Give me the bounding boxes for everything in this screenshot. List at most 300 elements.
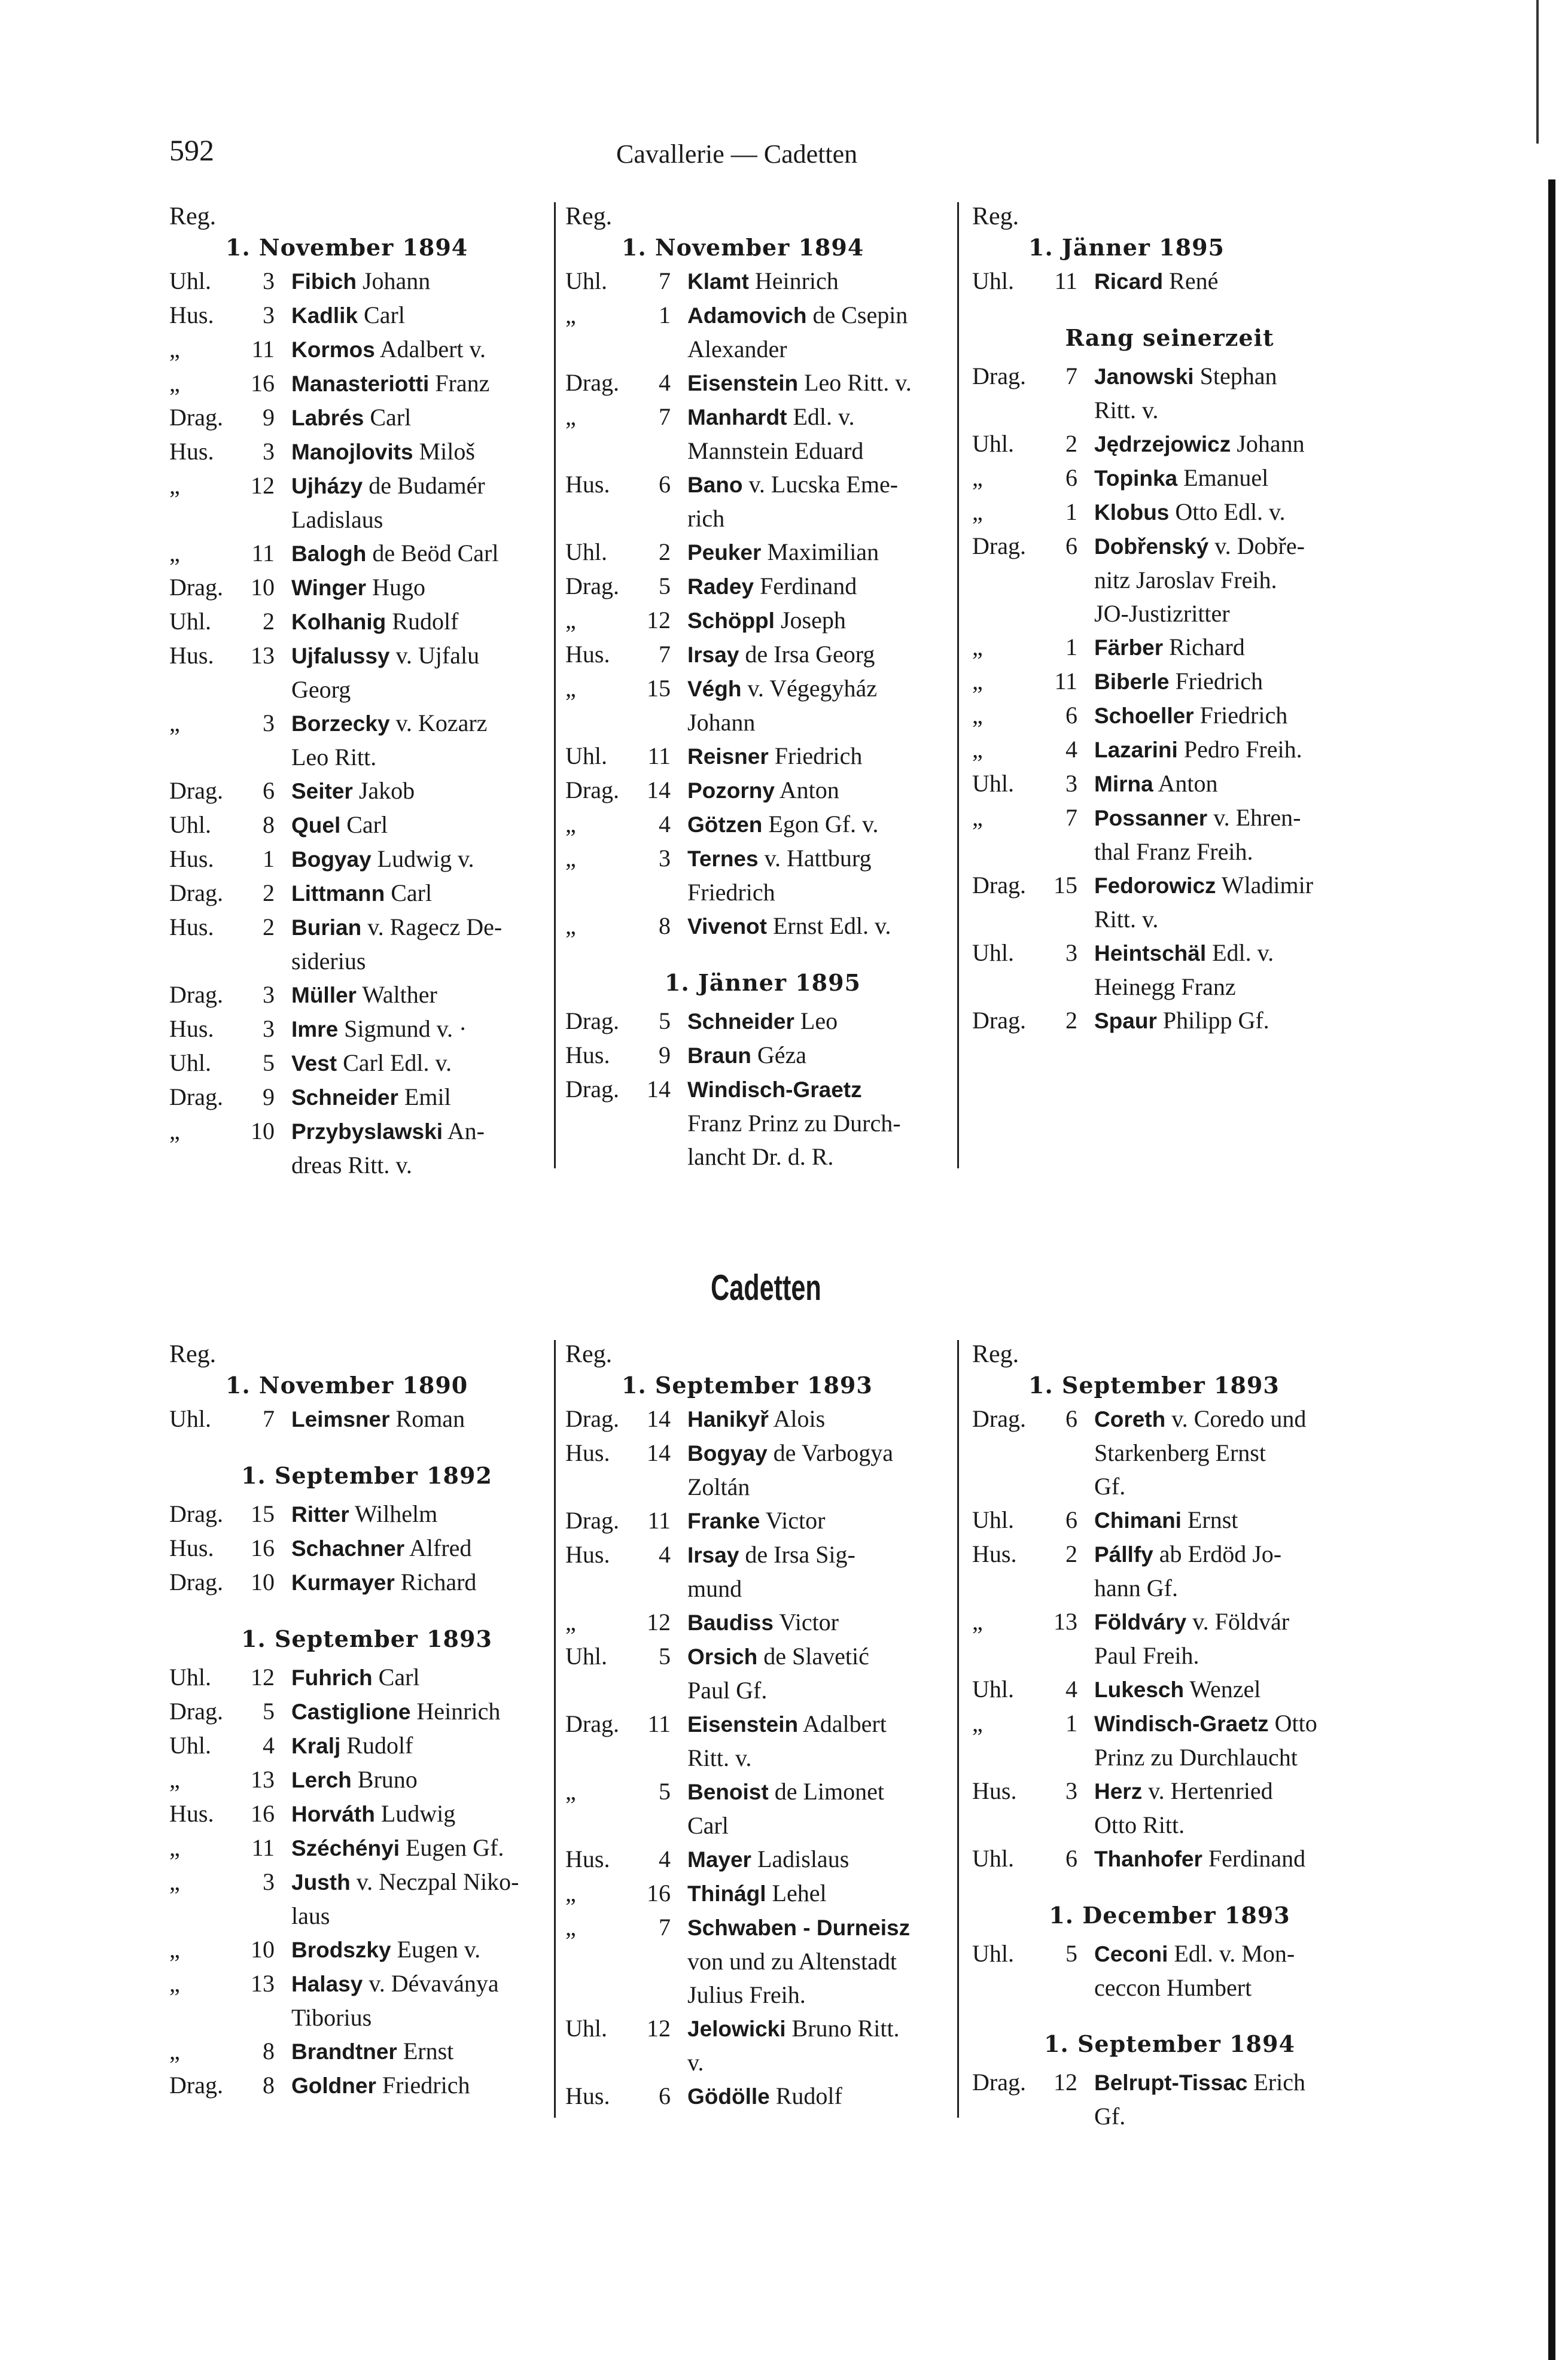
cadet-name [687, 570, 960, 604]
regiment-number: 3 [263, 1868, 275, 1895]
cadet-name [291, 707, 564, 774]
cadet-name [291, 1933, 564, 1967]
surname: Ujfalussy [291, 644, 390, 668]
name-rest: Ladislaus [751, 1846, 850, 1872]
name-rest: v. Végegyház Johann [687, 675, 878, 736]
name-rest: Alois [768, 1405, 826, 1432]
regiment-number: 3 [263, 1015, 275, 1042]
regiment-number: 12 [1054, 2069, 1077, 2096]
surname: Balogh [291, 541, 367, 566]
branch-abbrev: „ [565, 1609, 576, 1636]
name-rest: Anton [1153, 770, 1218, 797]
name-rest: Emanuel [1177, 464, 1269, 491]
surname: Manasteriotti [291, 371, 430, 396]
name-rest: Ludwig [375, 1800, 456, 1827]
name-rest: Maximilian [761, 538, 879, 565]
name-rest: v. Dévaványa Tiborius [291, 1970, 499, 2031]
name-rest: Heinrich [410, 1698, 501, 1725]
surname: Vest [291, 1051, 337, 1076]
surname: Windisch-Graetz [687, 1077, 862, 1102]
reg-header: Reg. [565, 203, 613, 230]
cadet-name [1094, 869, 1367, 936]
cadet-name [291, 808, 564, 842]
roster-entry [169, 333, 564, 367]
branch-abbrev: Drag. [169, 404, 223, 431]
branch-abbrev: „ [169, 1868, 180, 1895]
name-rest: Emil [398, 1083, 451, 1110]
cadet-name [1094, 360, 1367, 427]
name-rest: de Beöd Carl [366, 540, 499, 567]
cadet-name [687, 1436, 960, 1504]
regiment-number: 2 [1065, 430, 1077, 457]
surname: Manojlovits [291, 440, 413, 464]
date-heading: 1. November 1894 [226, 234, 468, 261]
regiment-number: 13 [1054, 1608, 1077, 1635]
branch-abbrev: Hus. [169, 438, 214, 465]
surname: Horváth [291, 1802, 375, 1826]
cadet-name [1094, 264, 1367, 299]
roster-entry [169, 1080, 564, 1114]
name-rest: Richard [394, 1569, 477, 1595]
top-column-2 [565, 202, 960, 1174]
regiment-number: 16 [647, 1880, 671, 1907]
surname: Radey [687, 574, 754, 599]
surname: Borzecky [291, 711, 390, 736]
cadet-name [687, 299, 960, 366]
name-rest: Edl. v. Mon- ceccon Humbert [1094, 1940, 1295, 2001]
regiment-number: 9 [263, 404, 275, 431]
regiment-number: 6 [1065, 1405, 1077, 1432]
surname: Kralj [291, 1734, 341, 1758]
roster-entry [169, 1402, 564, 1436]
cadet-name [687, 909, 960, 943]
roster-entry [972, 1937, 1367, 2005]
branch-abbrev: „ [565, 403, 576, 430]
regiment-number: 10 [251, 1569, 275, 1595]
roster-entry [169, 1831, 564, 1865]
roster-entry [565, 1402, 960, 1436]
name-rest: Ferdinand [1202, 1845, 1306, 1872]
roster-entry [169, 435, 564, 469]
running-head: Cavallerie — Cadetten [616, 139, 858, 169]
branch-abbrev: Uhl. [565, 742, 607, 769]
regiment-number: 3 [1065, 939, 1077, 966]
branch-abbrev: Uhl. [972, 1845, 1014, 1872]
surname: Hanikyř [687, 1407, 769, 1432]
regiment-number: 16 [251, 370, 275, 397]
regiment-number: 3 [263, 267, 275, 294]
roster-entry [565, 739, 960, 774]
surname: Castiglione [291, 1700, 411, 1724]
branch-abbrev: „ [169, 370, 180, 397]
cadet-name [291, 401, 564, 435]
regiment-number: 14 [647, 1439, 671, 1466]
branch-abbrev: „ [169, 709, 180, 736]
name-rest: v. Neczpal Niko- laus [291, 1868, 519, 1929]
name-rest: Adalbert Ritt. v. [687, 1710, 887, 1771]
regiment-number: 11 [1054, 668, 1077, 695]
surname: Gödölle [687, 2084, 770, 2109]
regiment-number: 2 [263, 879, 275, 906]
cadet-name [687, 366, 960, 400]
roster-entry [972, 1842, 1367, 1876]
regiment-number: 8 [263, 2038, 275, 2064]
roster-entry [169, 808, 564, 842]
branch-abbrev: Drag. [565, 369, 619, 396]
name-rest: v. Lucska Eme- rich [687, 471, 899, 532]
name-rest: Edl. v. Heinegg Franz [1094, 939, 1274, 1000]
branch-abbrev: Hus. [972, 1777, 1017, 1804]
surname: Labrés [291, 406, 364, 430]
cadet-name [291, 1763, 564, 1797]
cadet-name [291, 1566, 564, 1600]
roster-entry [169, 1114, 564, 1182]
branch-abbrev: Drag. [169, 879, 223, 906]
branch-abbrev: „ [169, 1117, 180, 1144]
cadet-name [1094, 801, 1367, 869]
branch-abbrev: Drag. [169, 1083, 223, 1110]
surname: Végh [687, 677, 742, 701]
cadet-name [291, 2069, 564, 2103]
surname: Leimsner [291, 1407, 390, 1432]
cadet-name [687, 1606, 960, 1640]
roster-entry [169, 1531, 564, 1566]
branch-abbrev: „ [972, 702, 983, 729]
bottom-column-1 [169, 1340, 564, 2103]
branch-abbrev: Drag. [169, 2072, 223, 2099]
regiment-number: 6 [1065, 464, 1077, 491]
cadet-name [291, 1797, 564, 1831]
cadet-name [1094, 461, 1367, 495]
surname: Goldner [291, 2073, 376, 2098]
surname: Orsich [687, 1645, 758, 1669]
roster-entry [972, 427, 1367, 461]
roster-entry [972, 461, 1367, 495]
name-rest: Leo Ritt. v. [798, 369, 912, 396]
cadet-name [1094, 733, 1367, 767]
branch-abbrev: Hus. [169, 1800, 214, 1827]
roster-entry [565, 1775, 960, 1843]
surname: Chimani [1094, 1508, 1182, 1533]
name-rest: Erich Gf. [1094, 2069, 1305, 2130]
regiment-number: 11 [251, 540, 275, 567]
surname: Mayer [687, 1847, 751, 1872]
roster-entry [565, 1073, 960, 1174]
cadet-name [291, 2035, 564, 2069]
surname: Reisner [687, 744, 769, 769]
surname: Quel [291, 813, 341, 838]
roster-entry [565, 1606, 960, 1640]
branch-abbrev: „ [169, 1766, 180, 1793]
name-rest: Heinrich [748, 267, 839, 294]
branch-abbrev: „ [972, 668, 983, 695]
branch-abbrev: Hus. [169, 1015, 214, 1042]
cadet-name [291, 639, 564, 707]
date-heading: 1. September 1893 [1028, 1372, 1280, 1399]
surname: Przybyslawski [291, 1119, 443, 1144]
regiment-number: 4 [659, 1541, 671, 1568]
roster-entry [972, 1004, 1367, 1038]
regiment-number: 2 [1065, 1540, 1077, 1567]
surname: Ricard [1094, 269, 1164, 294]
name-rest: Otto Edl. v. [1169, 498, 1286, 525]
date-heading: 1. September 1892 [241, 1462, 492, 1489]
regiment-number: 6 [263, 777, 275, 804]
branch-abbrev: Hus. [169, 642, 214, 669]
regiment-number: 2 [263, 913, 275, 940]
regiment-number: 4 [1065, 736, 1077, 763]
name-rest: de Budamér Ladislaus [291, 472, 485, 533]
regiment-number: 8 [659, 912, 671, 939]
cadet-name [687, 2079, 960, 2114]
regiment-number: 6 [1065, 702, 1077, 729]
surname: Belrupt-Tissac [1094, 2070, 1248, 2095]
roster-entry [972, 936, 1367, 1004]
regiment-number: 1 [1065, 498, 1077, 525]
regiment-number: 4 [263, 1732, 275, 1759]
name-rest: Wenzel [1184, 1676, 1261, 1703]
branch-abbrev: Drag. [565, 776, 619, 803]
cadet-name [1094, 767, 1367, 801]
regiment-number: 4 [659, 1846, 671, 1872]
branch-abbrev: „ [972, 804, 983, 831]
cadet-name [687, 535, 960, 570]
name-rest: Carl [364, 404, 412, 431]
regiment-number: 7 [659, 641, 671, 668]
cadet-name [291, 978, 564, 1012]
branch-abbrev: Hus. [169, 302, 214, 328]
reg-header: Reg. [169, 1341, 217, 1368]
roster-entry [565, 774, 960, 808]
branch-abbrev: „ [565, 845, 576, 872]
name-rest: René [1163, 267, 1219, 294]
date-heading: 1. December 1893 [1049, 1902, 1290, 1929]
name-rest: de Csepin Alexander [687, 302, 908, 363]
date-heading: 1. November 1894 [622, 234, 864, 261]
regiment-number: 14 [647, 1405, 671, 1432]
name-rest: Ernst [397, 2038, 454, 2064]
roster-entry [169, 2035, 564, 2069]
surname: Fuhrich [291, 1665, 373, 1690]
branch-abbrev: Drag. [972, 1405, 1026, 1432]
branch-abbrev: Hus. [169, 1534, 214, 1561]
regiment-number: 5 [659, 573, 671, 599]
regiment-number: 11 [1054, 267, 1077, 294]
roster-entry [565, 1504, 960, 1538]
reg-header: Reg. [565, 1341, 613, 1368]
cadet-name [687, 1504, 960, 1538]
regiment-number: 9 [263, 1083, 275, 1110]
cadet-name [687, 1004, 960, 1039]
branch-abbrev: Uhl. [565, 267, 607, 294]
name-rest: Victor [760, 1507, 826, 1534]
branch-abbrev: Uhl. [972, 939, 1014, 966]
cadet-name [687, 1775, 960, 1843]
roster-entry [565, 842, 960, 909]
cadet-name [291, 605, 564, 639]
name-rest: Stephan Ritt. v. [1094, 363, 1277, 424]
regiment-number: 1 [659, 302, 671, 328]
roster-entry [169, 401, 564, 435]
cadet-name [687, 739, 960, 774]
cadet-name [1094, 936, 1367, 1004]
roster-entry [972, 1673, 1367, 1707]
surname: Herz [1094, 1779, 1143, 1804]
branch-abbrev: Uhl. [169, 267, 211, 294]
cadet-name [687, 1707, 960, 1775]
cadet-name [291, 1695, 564, 1729]
cadet-name [291, 876, 564, 910]
roster-entry [169, 1695, 564, 1729]
branch-abbrev: Uhl. [169, 1405, 211, 1432]
name-rest: Johann [356, 267, 431, 294]
roster-entry [169, 774, 564, 808]
cadet-name [1094, 1004, 1367, 1038]
branch-abbrev: Hus. [565, 1541, 610, 1568]
cadet-name [1094, 1673, 1367, 1707]
date-heading: 1. September 1894 [1044, 2030, 1295, 2057]
roster-entry [565, 1843, 960, 1877]
branch-abbrev: „ [565, 302, 576, 328]
cadet-name [687, 468, 960, 535]
name-rest: v. Ujfalu Georg [291, 642, 480, 703]
regiment-number: 10 [251, 1936, 275, 1963]
roster-entry [169, 537, 564, 571]
roster-entry [169, 1046, 564, 1080]
regiment-number: 3 [1065, 770, 1077, 797]
roster-entry [565, 468, 960, 535]
roster-entry [565, 400, 960, 468]
name-rest: Carl [340, 811, 388, 838]
branch-abbrev: Uhl. [972, 770, 1014, 797]
cadet-name [291, 1661, 564, 1695]
cadet-name [291, 1729, 564, 1763]
surname: Adamovich [687, 303, 807, 328]
roster-entry [169, 910, 564, 978]
branch-abbrev: Drag. [565, 1076, 619, 1103]
cadet-name [291, 1012, 564, 1046]
name-rest: de Irsa Georg [739, 641, 875, 668]
roster-entry [972, 733, 1367, 767]
roster-entry [169, 299, 564, 333]
name-rest: Rudolf [340, 1732, 413, 1759]
cadet-name [687, 2012, 960, 2079]
branch-abbrev: Drag. [972, 1007, 1026, 1034]
regiment-number: 7 [659, 267, 671, 294]
cadet-name [1094, 1937, 1367, 2005]
cadet-name [687, 1911, 960, 2012]
branch-abbrev: Drag. [972, 2069, 1026, 2096]
surname: Dobřenský [1094, 534, 1209, 559]
surname: Bogyay [291, 847, 372, 872]
roster-entry [169, 605, 564, 639]
branch-abbrev: „ [169, 336, 180, 363]
date-heading: 1. September 1893 [622, 1372, 873, 1399]
cadet-name [687, 1073, 960, 1174]
regiment-number: 4 [1065, 1676, 1077, 1703]
name-rest: Sigmund v. · [338, 1015, 467, 1042]
surname: Halasy [291, 1972, 363, 1996]
branch-abbrev: Drag. [169, 777, 223, 804]
regiment-number: 8 [263, 811, 275, 838]
surname: Eisenstein [687, 1712, 799, 1737]
surname: Braun [687, 1043, 751, 1068]
regiment-number: 6 [1065, 532, 1077, 559]
bottom-column-2 [565, 1340, 960, 2114]
roster-entry [169, 264, 564, 299]
name-rest: Bruno Ritt. v. [687, 2015, 900, 2076]
roster-entry [169, 876, 564, 910]
name-rest: Eugen v. [391, 1936, 481, 1963]
roster-entry [565, 1538, 960, 1606]
surname: Klamt [687, 269, 749, 294]
name-rest: Johann [1231, 430, 1305, 457]
branch-abbrev: Uhl. [565, 1643, 607, 1670]
name-rest: Friedrich [376, 2072, 470, 2099]
branch-abbrev: „ [972, 1710, 983, 1737]
cadet-name [687, 638, 960, 672]
name-rest: Walther [356, 981, 437, 1008]
regiment-number: 2 [263, 608, 275, 635]
roster-entry [972, 495, 1367, 529]
roster-entry [565, 638, 960, 672]
roster-entry [972, 264, 1367, 299]
roster-entry [565, 672, 960, 739]
name-rest: Géza [751, 1042, 807, 1068]
cadet-name [291, 1114, 564, 1182]
branch-abbrev: Drag. [565, 573, 619, 599]
roster-entry [972, 869, 1367, 936]
surname: Baudiss [687, 1610, 774, 1635]
reg-header: Reg. [972, 203, 1019, 230]
roster-entry [565, 1436, 960, 1504]
regiment-number: 3 [263, 709, 275, 736]
cadet-name [687, 1039, 960, 1073]
column-divider [554, 202, 556, 1168]
surname: Földváry [1094, 1610, 1187, 1634]
roster-entry [972, 1537, 1367, 1605]
surname: Seiter [291, 779, 353, 803]
scan-edge-bar [1548, 179, 1555, 2360]
regiment-number: 5 [659, 1778, 671, 1805]
roster-entry [565, 2079, 960, 2114]
name-rest: Carl [372, 1664, 420, 1691]
regiment-number: 16 [251, 1800, 275, 1827]
name-rest: Carl Edl. v. [337, 1049, 452, 1076]
roster-entry [169, 842, 564, 876]
branch-abbrev: Uhl. [565, 2015, 607, 2042]
surname: Coreth [1094, 1407, 1166, 1432]
regiment-number: 3 [263, 438, 275, 465]
name-rest: v. Coredo und Starkenberg Ernst Gf. [1094, 1405, 1307, 1500]
roster-entry [565, 1640, 960, 1707]
surname: Schoeller [1094, 704, 1194, 728]
branch-abbrev: „ [169, 1936, 180, 1963]
roster-entry [972, 1605, 1367, 1673]
cadet-name [1094, 1605, 1367, 1673]
branch-abbrev: „ [972, 1608, 983, 1635]
name-rest: Otto Prinz zu Durchlaucht [1094, 1710, 1317, 1771]
roster-entry [169, 1566, 564, 1600]
cadet-name [291, 571, 564, 605]
regiment-number: 7 [263, 1405, 275, 1432]
roster-entry [565, 808, 960, 842]
cadet-name [291, 469, 564, 537]
branch-abbrev: „ [169, 1970, 180, 1997]
name-rest: Richard [1163, 634, 1245, 660]
branch-abbrev: Hus. [565, 1846, 610, 1872]
cadet-name [687, 1640, 960, 1707]
